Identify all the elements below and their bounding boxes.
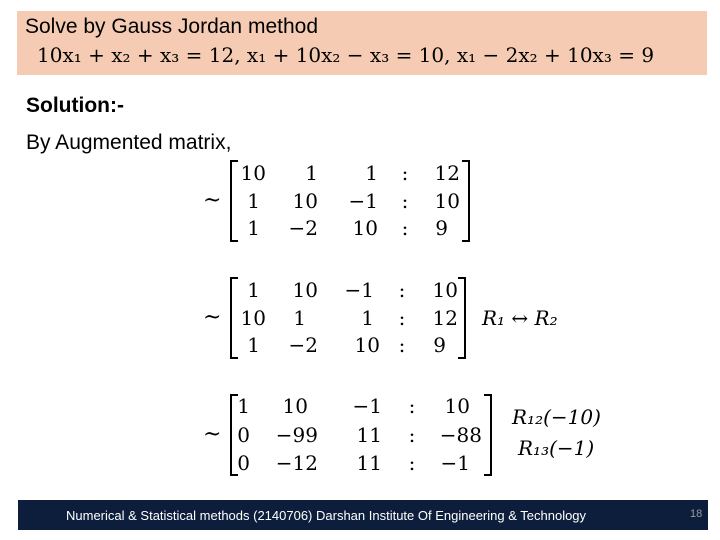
footer-bar [18,500,708,530]
matrix-cell: −1 [344,278,374,302]
matrix-separator: : [401,189,409,213]
matrix-cell: 10 [282,394,308,418]
page-number: 18 [690,508,703,520]
matrix-separator: : [398,278,406,302]
matrix-cell: −2 [288,333,318,357]
row-operation: R₁₃(−1) [518,436,595,460]
matrix-cell: 1 [305,161,318,185]
matrix-cell: −2 [288,216,318,240]
matrix-cell: 10 [352,216,378,240]
matrix-cell: 10 [432,278,458,302]
matrix-cell: 11 [356,451,382,475]
matrix-cell: 0 [237,423,250,447]
tilde-symbol: ~ [203,188,222,213]
tilde-symbol: ~ [203,422,222,447]
matrix-cell: −1 [440,451,470,475]
problem-equations: 10x₁ + x₂ + x₃ = 12, x₁ + 10x₂ − x₃ = 10, x₁ − 2x₂ + 10x₃ = 9 [37,43,655,67]
matrix-cell: −12 [275,451,318,475]
matrix-cell: 12 [434,161,460,185]
matrix-cell: 10 [354,333,380,357]
matrix-cell: 10 [444,394,470,418]
matrix-cell: −88 [439,423,482,447]
matrix-cell: 1 [247,189,260,213]
matrix-cell: 1 [237,394,250,418]
right-bracket [458,277,466,359]
right-bracket [462,160,470,242]
solution-heading: Solution:- [26,94,124,117]
row-operation: R₁ ↔ R₂ [482,306,558,330]
matrix-cell: −1 [348,189,378,213]
method-text: By Augmented matrix, [26,131,232,154]
matrix-cell: 10 [292,189,318,213]
matrix-separator: : [398,333,406,357]
matrix-cell: 1 [247,216,260,240]
matrix-separator: : [398,306,406,330]
matrix-cell: −1 [352,394,382,418]
matrix-separator: : [401,216,409,240]
matrix-cell: 11 [356,423,382,447]
matrix-separator: : [408,451,416,475]
problem-banner [17,11,707,75]
matrix-cell: 9 [435,216,448,240]
tilde-symbol: ~ [203,305,222,330]
matrix-separator: : [408,423,416,447]
matrix-cell: 10 [240,161,266,185]
matrix-cell: 10 [292,278,318,302]
matrix-cell: 10 [434,189,460,213]
matrix-cell: 1 [247,278,260,302]
matrix-cell: 1 [361,306,374,330]
matrix-cell: 0 [237,451,250,475]
matrix-cell: 10 [240,306,266,330]
footer-text: Numerical & Statistical methods (2140706) Darshan Institute Of Engineering & Technology [66,508,587,523]
matrix-cell: 1 [247,333,260,357]
matrix-cell: −99 [275,423,318,447]
matrix-cell: 1 [293,306,306,330]
matrix-cell: 12 [432,306,458,330]
problem-title: Solve by Gauss Jordan method [25,15,318,38]
row-operation: R₁₂(−10) [512,405,601,429]
matrix-cell: 9 [433,333,446,357]
matrix-separator: : [401,161,409,185]
matrix-cell: 1 [365,161,378,185]
matrix-separator: : [408,394,416,418]
right-bracket [484,394,492,476]
